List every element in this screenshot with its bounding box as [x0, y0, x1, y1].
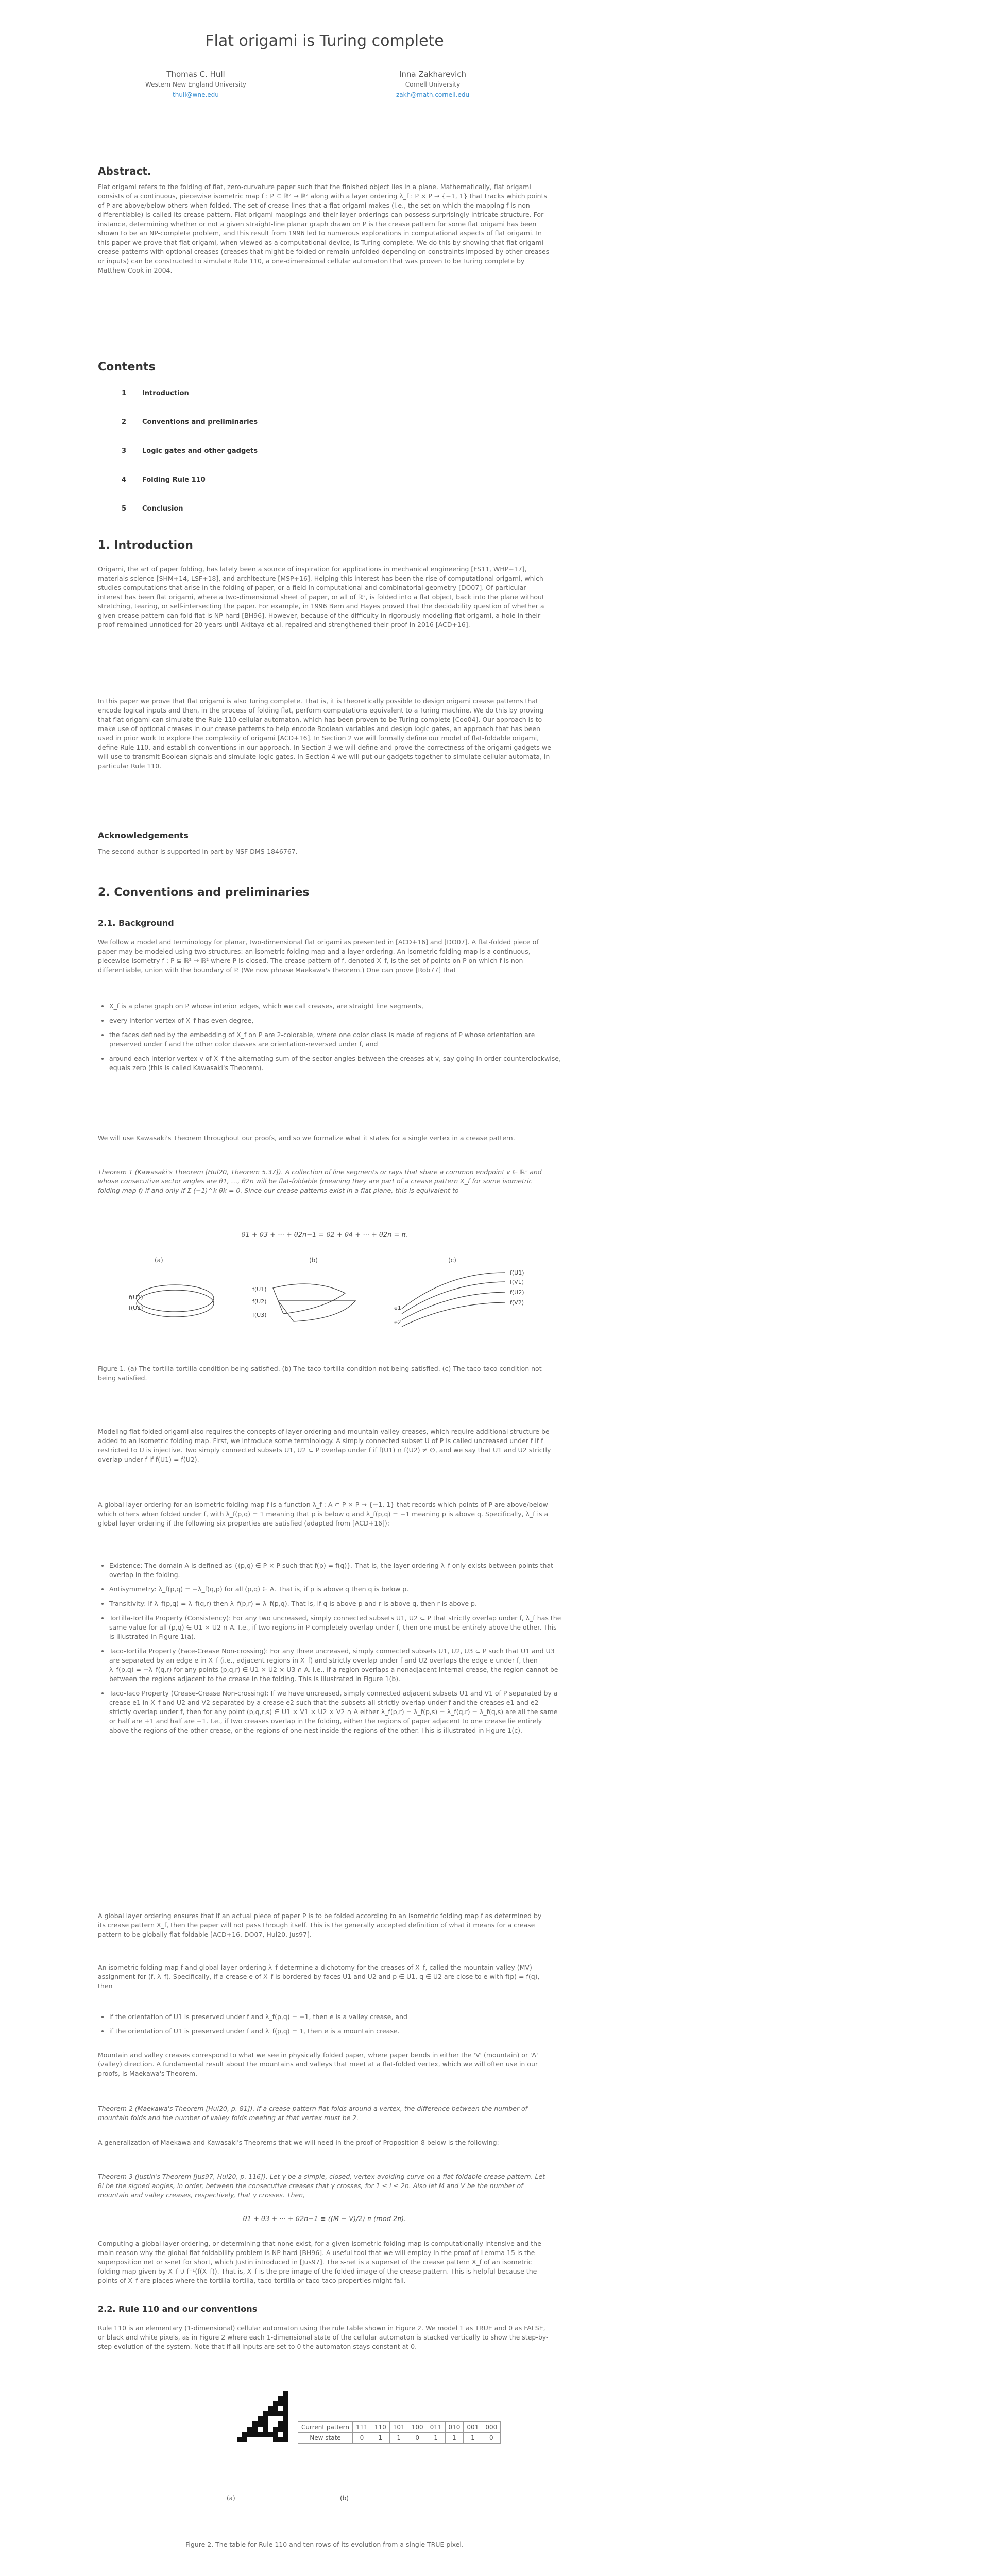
figure-2a-label: (a): [227, 2495, 235, 2502]
rule-110-cell: [278, 2396, 283, 2401]
rule-110-cell: [278, 2427, 283, 2432]
author-name: Inna Zakharevich: [399, 70, 467, 79]
list-item: • X_f is a plane graph on P whose interior edges, which we call creases, are straight line segments,: [109, 1002, 562, 1011]
table-cell: 0: [408, 2433, 427, 2444]
rule-110-cell: [263, 2411, 268, 2416]
figure-1c: [402, 1273, 505, 1327]
table-cell: 1: [445, 2433, 464, 2444]
author-email[interactable]: thull@wne.edu: [173, 91, 219, 98]
table-cell: 1: [389, 2433, 408, 2444]
list-item: • the faces defined by the embedding of X_f on P are 2-colorable, where one color class is made of regions of P whose orientation are preserved under f and the other color classes are orientation-reversed under f, and: [109, 1030, 562, 1049]
rule-110-cell: [263, 2421, 268, 2427]
author-2: [355, 69, 510, 100]
equation-justin: θ1 + θ3 + ··· + θ2n−1 ≡ ((M − V)/2) π (mod 2π).: [243, 2215, 406, 2223]
figure-1c-label: (c): [448, 1257, 456, 1264]
author-affiliation: Western New England University: [145, 81, 247, 88]
background-paragraph-8: A generalization of Maekawa and Kawasaki's Theorems that we will need in the proof of Proposition 8 below is the following:: [98, 2139, 499, 2146]
intro-paragraph-2: In this paper we prove that flat origami is also Turing complete. That is, it is theoretically possible to design origami crease patterns that encode logical inputs and then, in the process of folding flat, perform computations equivalent to a Turing machine. We do this by proving that flat origami can simulate the Rule 110 cellular automaton, which has been proven to be Turing complete [Coo04]. Our approach is to make use of optional creases in our crease patterns to help encode Boolean variables and design logic gates, an approach that has been used in prior work to explore the complexity of origami [ACD+16]. In Section 2 we will formally define our model of flat-foldable origami, define Rule 110, and establish conventions in our approach. In Section 3 we will define and prove the correctness of the origami gadgets we will use to transmit Boolean signals and simulate logic gates. In Section 4 we will put our gadgets together to simulate cellular automata, in particular Rule 110.: [98, 697, 551, 770]
list-item: • Transitivity: If λ_f(p,q) = λ_f(q,r) then λ_f(p,r) = λ_f(p,q). That is, if q is above p and r is above q, then r is above p.: [109, 1599, 562, 1608]
row-label-current: Current pattern: [298, 2422, 353, 2433]
table-cell: 000: [482, 2422, 501, 2433]
rule-110-cell: [242, 2437, 247, 2442]
toc-item-logic-gates[interactable]: 3 Logic gates and other gadgets: [122, 447, 258, 455]
background-paragraph-7: Mountain and valley creases correspond to what we see in physically folded paper, where paper bends in either the 'V' (mountain) or 'Λ' (valley) direction. A fundamental result about the mountains and valleys that meet at a flat-folded vertex, which we will often use in our proofs, is Maekawa's Theorem.: [98, 2051, 538, 2077]
abstract-heading: Abstract.: [98, 165, 151, 177]
equation-kawasaki: θ1 + θ3 + ··· + θ2n−1 = θ2 + θ4 + ··· + θ2n = π.: [241, 1231, 408, 1239]
figure-1a: [137, 1285, 214, 1317]
author-affiliation: Cornell University: [405, 81, 461, 88]
rule-110-cell: [283, 2396, 288, 2401]
figure-1a-label: (a): [155, 1257, 163, 1264]
figure-label: f(U2): [510, 1289, 524, 1296]
rule-110-paragraph: Rule 110 is an elementary (1-dimensional) cellular automaton using the rule table shown in Figure 2. We model 1 as TRUE and 0 as FALSE, or black and white pixels, as in Figure 2 where each 1-dimensional state of the cellular automaton is stacked vertically to show the step-by-step evolution of the system. Note that if all inputs are set to 0 the automaton stays constant at 0.: [98, 2324, 549, 2350]
rule-110-cell: [247, 2427, 252, 2432]
toc-item-introduction[interactable]: 1 Introduction: [122, 389, 189, 397]
background-paragraph-4: A global layer ordering for an isometric folding map f is a function λ_f : A ⊂ P × P → {−1, 1} that records which points of P are above/below which others when folded under f, with λ_f(p,q) = 1 meaning that p is below q and λ_f(p,q) = −1 meaning p is above q. Specifically, λ_f is a global layer ordering if the following six properties are satisfied (adapted from [ACD+16]):: [98, 1501, 549, 1527]
rule-110-cell: [258, 2421, 263, 2427]
table-cell: 101: [389, 2422, 408, 2433]
rule-110-cell: [278, 2437, 283, 2442]
figure-label: f(V2): [510, 1299, 524, 1306]
rule-110-cell: [273, 2411, 278, 2416]
mountain-valley-list: [98, 2012, 562, 2041]
subsection-background-heading: 2.1. Background: [98, 918, 174, 928]
table-cell: 011: [427, 2422, 445, 2433]
abstract-text: Flat origami refers to the folding of flat, zero-curvature paper such that the finished object lies in a plane. Mathematically, flat origami consists of a continuous, piecewise isometric map f : P ⊆ ℝ² → ℝ² along with a layer ordering λ_f : P × P → {−1, 1} that tracks which points of P are above/below others when folded. The set of crease lines that a flat origami makes (i.e., the set on which the mapping f is non-differentiable) is called its crease pattern. Flat origami mappings and their layer orderings can possess surprisingly intricate structure. For instance, determining whether or not a given straight-line planar graph drawn on P is the crease pattern for some flat origami has been shown to be an NP-complete problem, and this result from 1996 led to numerous explorations in computational aspects of flat origami. In this paper we prove that flat origami, when viewed as a computational device, is Turing complete. We do this by showing that flat origami crease patterns with optional creases (creases that might be folded or remain unfolded depending on constraints imposed by other creases or inputs) can be constructed to simulate Rule 110, a one-dimensional cellular automaton that was proven to be Turing complete by Matthew Cook in 2004.: [98, 183, 550, 274]
figure-2-caption: Figure 2. The table for Rule 110 and ten rows of its evolution from a single TRUE pixel.: [185, 2540, 464, 2548]
rule-110-cell: [263, 2427, 268, 2432]
rule-110-cell: [273, 2427, 278, 2432]
rule-110-cell: [283, 2421, 288, 2427]
list-item: • if the orientation of U1 is preserved under f and λ_f(p,q) = 1, then e is a mountain crease.: [109, 2027, 562, 2036]
figure-label: f(U2): [129, 1304, 143, 1311]
figure-2-rule-table: [298, 2421, 501, 2444]
figure-label: f(V1): [510, 1279, 524, 1285]
subsection-rule-110-heading: 2.2. Rule 110 and our conventions: [98, 2304, 258, 2314]
row-label-new: New state: [298, 2433, 353, 2444]
rule-110-cell: [283, 2391, 288, 2396]
rule-110-cell: [283, 2406, 288, 2411]
rule-110-cell: [268, 2411, 273, 2416]
rule-110-cell: [283, 2427, 288, 2432]
rule-110-cell: [278, 2411, 283, 2416]
rule-110-cell: [258, 2432, 263, 2437]
figure-1b-label: (b): [309, 1257, 318, 1264]
rule-110-cell: [283, 2411, 288, 2416]
rule-110-cell: [268, 2432, 273, 2437]
background-paragraph-6: An isometric folding map f and global layer ordering λ_f determine a dichotomy for the creases of X_f, called the mountain-valley (MV) assignment for (f, λ_f). Specifically, if a crease e of X_f is bordered by faces U1 and U2 and p ∈ U1, q ∈ U2 are close to e with f(p) = f(q), then: [98, 1963, 540, 1990]
figure-1b: [273, 1284, 355, 1321]
rule-110-cell: [268, 2406, 273, 2411]
acknowledgements-heading: Acknowledgements: [98, 831, 189, 840]
table-cell: 0: [482, 2433, 501, 2444]
rule-110-cell: [278, 2421, 283, 2427]
acknowledgements-text: The second author is supported in part by NSF DMS-1846767.: [98, 848, 298, 855]
list-item: • Tortilla-Tortilla Property (Consistency): For any two uncreased, simply connected subsets U1, U2 ⊂ P that strictly overlap under f, λ_f has the same value for all (p,q) ∈ U1 × U2 ∩ A. I.e., if two regions in P completely overlap under f, then one must be entirely above the other. This is illustrated in Figure 1(a).: [109, 1614, 562, 1641]
figure-label: e1: [394, 1304, 401, 1311]
table-cell: 001: [464, 2422, 482, 2433]
figure-label: f(U1): [252, 1286, 267, 1293]
table-cell: 1: [464, 2433, 482, 2444]
rule-110-cell: [263, 2432, 268, 2437]
rule-110-cell: [252, 2427, 258, 2432]
rule-110-cell: [273, 2401, 278, 2406]
toc-item-conclusion[interactable]: 5 Conclusion: [122, 505, 183, 513]
rule-110-cell: [278, 2401, 283, 2406]
figure-1-tortilla-taco-diagram: [98, 1252, 551, 1350]
figure-label: f(U1): [129, 1294, 143, 1301]
background-paragraph-9: Computing a global layer ordering, or determining that none exist, for a given isometric folding map is computationally intensive and the main reason why the global flat-foldability problem is NP-hard [BH96]. A useful tool that we will employ in the proof of Lemma 15 is the superposition net or s-net for short, which Justin introduced in [Jus97]. The s-net is a superset of the crease pattern X_f of an isometric folding map given by X_f ∪ f⁻¹(f(X_f)). That is, X_f is the pre-image of the folded image of the crease pattern. This is helpful because the points of X_f are places where the tortilla-tortilla, taco-tortilla or taco-taco properties might fail.: [98, 2240, 541, 2284]
rule-110-cell: [283, 2432, 288, 2437]
background-paragraph-1: We follow a model and terminology for planar, two-dimensional flat origami as presented in [ACD+16] and [DO07]. A flat-folded piece of paper may be modeled using two structures: an isometric folding map and a layer ordering. An isometric folding map is a continuous, piecewise isometry f : P ⊆ ℝ² → ℝ² where P is closed. The crease pattern of f, denoted X_f, is the set of points on P on which f is non-differentiable, union with the boundary of P. (We now phrase Maekawa's theorem.) One can prove [Rob77] that: [98, 938, 539, 974]
rule-110-cell: [273, 2406, 278, 2411]
rule-110-cell: [283, 2437, 288, 2442]
rule-110-cell: [273, 2437, 278, 2442]
background-paragraph-5: A global layer ordering ensures that if an actual piece of paper P is to be folded according to an isometric folding map f as determined by its crease pattern X_f, then the paper will not pass through itself. This is the generally accepted definition of what it means for a crease pattern to be globally flat-foldable [ACD+16, DO07, Hul20, Jus97].: [98, 1912, 542, 1938]
rule-110-cell: [237, 2437, 242, 2442]
background-paragraph-3: Modeling flat-folded origami also requires the concepts of layer ordering and mountain-valley creases, which require additional structure be added to an isometric folding map. First, we introduce some terminology. A simply connected subset U of P is called uncreased under f if f restricted to U is injective. Two simply connected subsets U1, U2 ⊂ P overlap under f if f(U1) ∩ f(U2) ≠ ∅, and we say that U1 and U2 strictly overlap under f if f(U1) = f(U2).: [98, 1428, 551, 1463]
figure-label: f(U1): [510, 1269, 524, 1276]
list-item: • Taco-Tortilla Property (Face-Crease Non-crossing): For any three uncreased, simply connected subsets U1, U2, U3 ⊂ P such that U1 and U3 are separated by an edge e in X_f (i.e., adjacent regions in X_f) and strictly overlap under f and U2 overlaps the edge e under f, then λ_f(p,q) = −λ_f(q,r) for any points (p,q,r) ∈ U1 × U2 × U3 ∩ A. I.e., if a region overlaps a nonadjacent internal crease, the region cannot be between the regions adjacent to the crease in the folding. This is illustrated in Figure 1(b).: [109, 1647, 562, 1684]
theorem-2-maekawa: Theorem 2 (Maekawa's Theorem [Hul20, p. 81]). If a crease pattern flat-folds around a vertex, the difference between the number of mountain folds and the number of valley folds meeting at that vertex must be 2.: [98, 2105, 528, 2122]
paper-title: Flat origami is Turing complete: [205, 32, 444, 50]
background-paragraph-2: We will use Kawasaki's Theorem throughout our proofs, and so we formalize what it states for a single vertex in a crease pattern.: [98, 1134, 515, 1142]
rule-110-cell: [242, 2432, 247, 2437]
section-introduction-heading: 1. Introduction: [98, 539, 193, 552]
crease-pattern-properties-list: [98, 1002, 562, 1078]
figure-2b-label: (b): [340, 2495, 349, 2502]
rule-110-cell: [273, 2432, 278, 2437]
table-cell: 111: [352, 2422, 371, 2433]
figure-label: e2: [394, 1319, 401, 1326]
theorem-1-kawasaki: Theorem 1 (Kawasaki's Theorem [Hul20, Theorem 5.37]). A collection of line segments or rays that share a common endpoint v ∈ ℝ² and whose consecutive sector angles are θ1, …, θ2n will be flat-foldable (meaning they are part of a crease pattern X_f for some isometric folding map f) if and only if Σ (−1)^k θk = 0. Since our crease patterns exist in a flat plane, this is equivalent to: [98, 1168, 542, 1194]
toc-item-rule-110[interactable]: 4 Folding Rule 110: [122, 476, 206, 484]
rule-110-cell: [252, 2432, 258, 2437]
theorem-3-justin: Theorem 3 (Justin's Theorem [Jus97, Hul20, p. 116]). Let γ be a simple, closed, vertex-avoiding curve on a flat-foldable crease pattern. Let θi be the signed angles, in order, between the consecutive creases that γ crosses, for 1 ≤ i ≤ 2n. Also let M and V be the number of mountain and valley creases, respectively, that γ crosses. Then,: [98, 2173, 545, 2199]
contents-heading: Contents: [98, 361, 156, 374]
table-cell: 0: [352, 2433, 371, 2444]
figure-2-rule-110-evolution: [185, 2391, 288, 2494]
author-email[interactable]: zakh@math.cornell.edu: [396, 91, 470, 98]
figure-label: f(U3): [252, 1312, 267, 1318]
author-1: [118, 69, 273, 100]
table-cell: 1: [427, 2433, 445, 2444]
rule-110-cell: [283, 2401, 288, 2406]
list-item: • every interior vertex of X_f has even degree,: [109, 1016, 562, 1025]
author-name: Thomas C. Hull: [166, 70, 225, 79]
rule-110-cell: [263, 2416, 268, 2421]
rule-110-cell: [258, 2416, 263, 2421]
figure-1-caption: Figure 1. (a) The tortilla-tortilla condition being satisfied. (b) The taco-tortilla condition not being satisfied. (c) The taco-taco condition not being satisfied.: [98, 1365, 542, 1382]
table-cell: 1: [371, 2433, 389, 2444]
table-cell: 010: [445, 2422, 464, 2433]
layer-ordering-properties-list: [98, 1561, 562, 1740]
list-item: • Existence: The domain A is defined as {(p,q) ∈ P × P such that f(p) = f(q)}. That is, the layer ordering λ_f only exists between points that overlap in the folding.: [109, 1561, 562, 1580]
list-item: • Taco-Taco Property (Crease-Crease Non-crossing): If we have uncreased, simply connected adjacent subsets U1 and V1 of P separated by a crease e1 in X_f and U2 and V2 separated by a crease e2 such that the subsets all strictly overlap under f and the creases e1 and e2 strictly overlap under f, then for any point (p,q,r,s) ∈ U1 × V1 × U2 × V2 ∩ A either λ_f(p,r) = λ_f(p,s) = λ_f(q,r) = λ_f(q,s) are all the same or half are +1 and half are −1. I.e., if two creases overlap in the folding, either the regions of paper adjacent to one crease lie entirely above the regions of the other crease, or the regions of one nest inside the regions of the other. This is illustrated in Figure 1(c).: [109, 1689, 562, 1735]
table-cell: 110: [371, 2422, 389, 2433]
intro-paragraph-1: Origami, the art of paper folding, has lately been a source of inspiration for applications in mechanical engineering [FS11, WHP+17], materials science [SHM+14, LSF+18], and architecture [MSP+16]. Helping this interest has been the rise of computational origami, which studies computations that arise in the folding of paper, or a field in computational and combinatorial geometry [DO07]. Of particular interest has been flat origami, where a two-dimensional sheet of paper, or all of ℝ², is folded into a flat object, back into the plane without stretching, tearing, or self-intersecting the paper. For example, in 1996 Bern and Hayes proved that the decidability question of whether a given crease pattern can fold flat is NP-hard [BH96]. However, because of the difficulty in rigorously modeling flat origami, a hole in their proof remained unnoticed for 20 years until Akitaya et al. repaired and strengthened their proof in 2016 [ACD+16].: [98, 565, 544, 629]
table-cell: 100: [408, 2422, 427, 2433]
list-item: • around each interior vertex v of X_f the alternating sum of the sector angles between the creases at v, say going in order counterclockwise, equals zero (this is called Kawasaki's Theorem).: [109, 1054, 562, 1073]
figure-label: f(U2): [252, 1298, 267, 1305]
list-item: • if the orientation of U1 is preserved under f and λ_f(p,q) = −1, then e is a valley crease, and: [109, 2012, 562, 2022]
list-item: • Antisymmetry: λ_f(p,q) = −λ_f(q,p) for all (p,q) ∈ A. That is, if p is above q then q is below p.: [109, 1585, 562, 1594]
rule-110-cell: [247, 2432, 252, 2437]
rule-110-cell: [283, 2416, 288, 2421]
toc-item-conventions[interactable]: 2 Conventions and preliminaries: [122, 418, 258, 426]
section-conventions-heading: 2. Conventions and preliminaries: [98, 886, 310, 899]
rule-110-cell: [252, 2421, 258, 2427]
